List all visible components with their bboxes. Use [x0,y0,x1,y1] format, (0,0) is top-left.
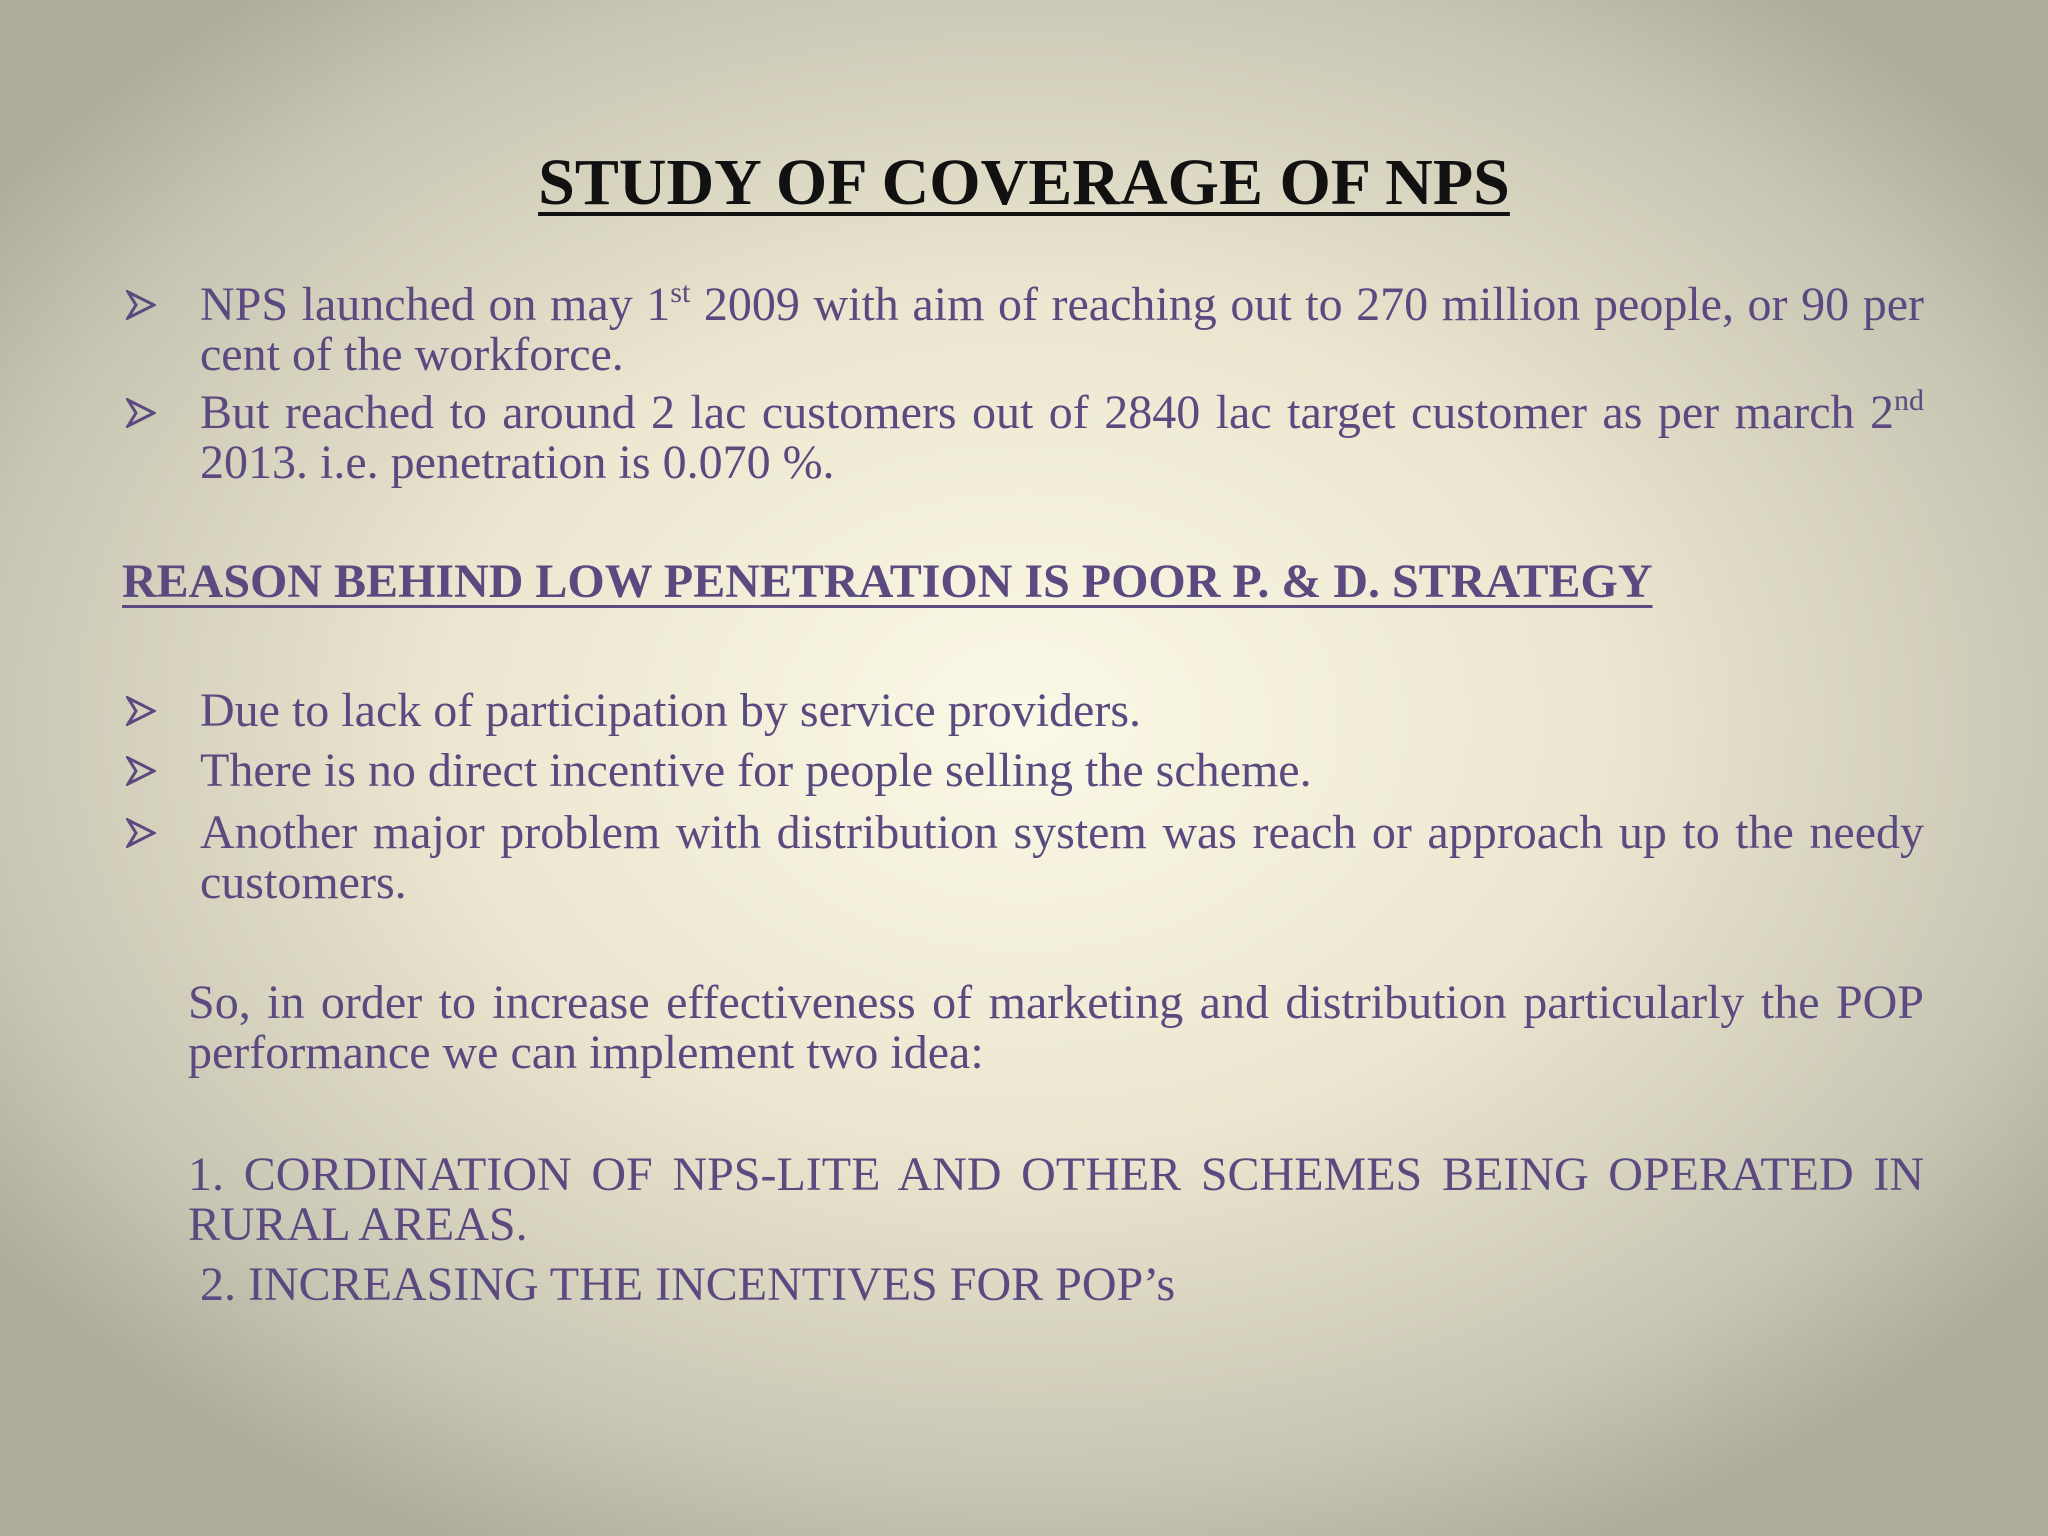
bullet-nps-launch: NPS launched on may 1st 2009 with aim of reaching out to 270 million people, or 90 per cent of the workforce. [200,276,1924,381]
bullet-reach-stats: But reached to around 2 lac customers out of 2840 lac target customer as per march 2nd 2013. i.e. penetration is 0.070 %. [200,384,1924,489]
reason-bullet: There is no direct incentive for people selling the scheme. [200,744,1312,797]
conclusion-paragraph: So, in order to increase effectiveness of marketing and distribution particularly the POP performance we can implement two idea: [188,976,1924,1079]
reason-bullet: Another major problem with distribution system was reach or approach up to the needy customers. [200,806,1924,909]
idea-item: 2. INCREASING THE INCENTIVES FOR POP’s [200,1258,1176,1311]
arrow-bullet-icon [126,388,166,428]
arrow-bullet-icon [126,746,166,786]
arrow-bullet-icon [126,280,166,320]
section-heading: REASON BEHIND LOW PENETRATION IS POOR P. & D. STRATEGY [122,555,1653,608]
arrow-bullet-icon [126,686,166,726]
reason-bullet: Due to lack of participation by service providers. [200,684,1142,737]
slide-title: STUDY OF COVERAGE OF NPS [538,146,1510,219]
idea-item: 1. CORDINATION OF NPS-LITE AND OTHER SCHEMES BEING OPERATED IN RURAL AREAS. [188,1148,1924,1251]
arrow-bullet-icon [126,808,166,848]
